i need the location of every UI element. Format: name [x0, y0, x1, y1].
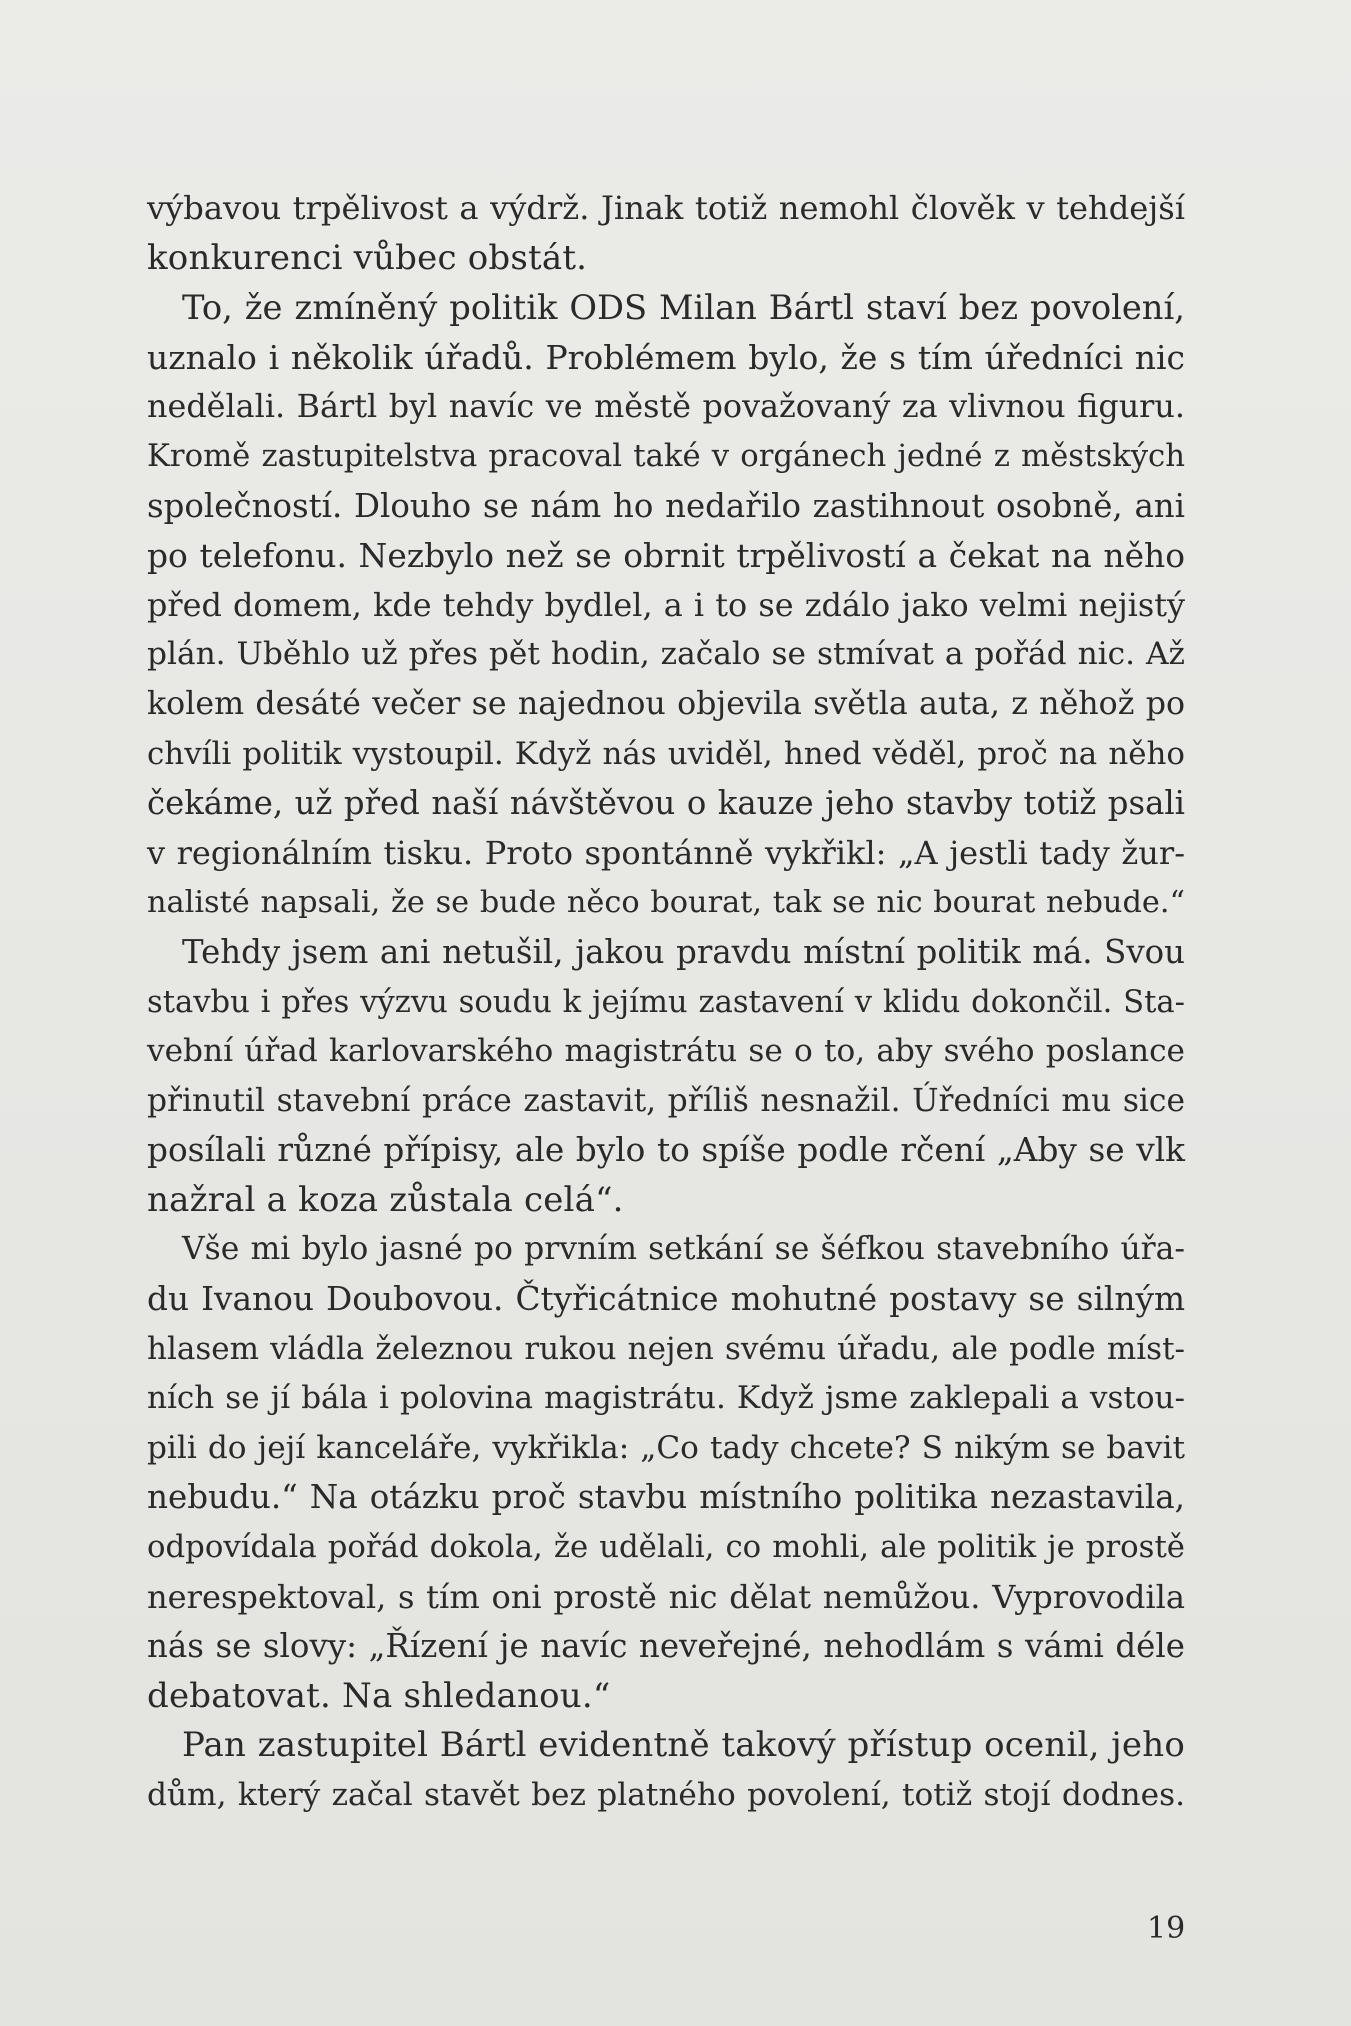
text-line: posílali různé přípisy, ale bylo to spíše podle rčení „Aby se vlk	[147, 1131, 1185, 1170]
text-line: Tehdy jsem ani netušil, jakou pravdu místní politik má. Svou	[182, 932, 1185, 971]
text-line: po telefonu. Nezbylo než se obrnit trpělivostí a čekat na něho	[147, 536, 1185, 576]
text-line: hlasem vládla železnou rukou nejen svému úřadu, ale podle míst-	[147, 1330, 1185, 1367]
text-line: ních se jí bála i polovina magistrátu. Když jsme zaklepali a vstou-	[147, 1380, 1185, 1417]
text-line: konkurenci vůbec obstát.	[147, 237, 588, 278]
text-line: nás se slovy: „Řízení je navíc neveřejné, nehodlám s vámi déle	[147, 1627, 1185, 1666]
text-line: odpovídala pořád dokola, že udělali, co mohli, ale politik je prostě	[147, 1529, 1185, 1566]
text-line: čekáme, už před naší návštěvou o kauze jeho stavby totiž psali	[147, 784, 1185, 823]
text-line: Pan zastupitel Bártl evidentně takový přístup ocenil, jeho	[182, 1725, 1185, 1766]
text-line: chvíli politik vystoupil. Když nás uviděl, hned věděl, proč na něho	[147, 735, 1185, 772]
text-line: To, že zmíněný politik ODS Milan Bártl staví bez povolení,	[182, 288, 1185, 328]
text-line: v regionálním tisku. Proto spontánně vykřikl: „A jestli tady žur-	[147, 833, 1185, 872]
body-text	[147, 184, 1185, 1821]
text-line: společností. Dlouho se nám ho nedařilo zastihnout osobně, ani	[147, 486, 1185, 525]
text-line: stavbu i přes výzvu soudu k jejímu zastavení v klidu dokončil. Sta-	[147, 984, 1185, 1020]
text-line: plán. Uběhlo už přes pět hodin, začalo se stmívat a pořád nic. Až	[147, 636, 1185, 673]
text-line: Vše mi bylo jasné po prvním setkání se šéfkou stavebního úřa-	[182, 1231, 1185, 1268]
text-line: nalisté napsali, že se bude něco bourat, tak se nic bourat nebude.“	[147, 885, 1185, 921]
text-line: vební úřad karlovarského magistrátu se o to, aby svého poslance	[147, 1033, 1185, 1070]
text-line: pili do její kanceláře, vykřikla: „Co tady chcete? S nikým se bavit	[147, 1429, 1185, 1466]
text-line: debatovat. Na shledanou.“	[147, 1675, 611, 1716]
text-line: nedělali. Bártl byl navíc ve městě považovaný za vlivnou figuru.	[147, 387, 1185, 426]
text-line: kolem desáté večer se najednou objevila světla auta, z něhož po	[147, 685, 1185, 722]
page-number: 19	[1147, 1911, 1186, 1946]
text-line: dům, který začal stavět bez platného povolení, totiž stojí dodnes.	[147, 1777, 1185, 1813]
text-line: uznalo i několik úřadů. Problémem bylo, že s tím úředníci nic	[147, 337, 1185, 377]
text-line: nažral a koza zůstala celá“.	[147, 1179, 624, 1220]
text-line: du Ivanou Doubovou. Čtyřicátnice mohutné postavy se silným	[147, 1280, 1185, 1319]
text-line: Kromě zastupitelstva pracoval také v orgánech jedné z městských	[147, 438, 1185, 474]
text-line: před domem, kde tehdy bydlel, a i to se zdálo jako velmi nejistý	[147, 585, 1185, 624]
text-line: přinutil stavební práce zastavit, příliš nesnažil. Úředníci mu sice	[147, 1082, 1185, 1119]
text-line: nebudu.“ Na otázku proč stavbu místního politika nezastavila,	[147, 1478, 1185, 1517]
text-line: výbavou trpělivost a výdrž. Jinak totiž nemohl člověk v tehdejší	[147, 189, 1185, 227]
text-line: nerespektoval, s tím oni prostě nic dělat nemůžou. Vyprovodila	[147, 1577, 1185, 1616]
